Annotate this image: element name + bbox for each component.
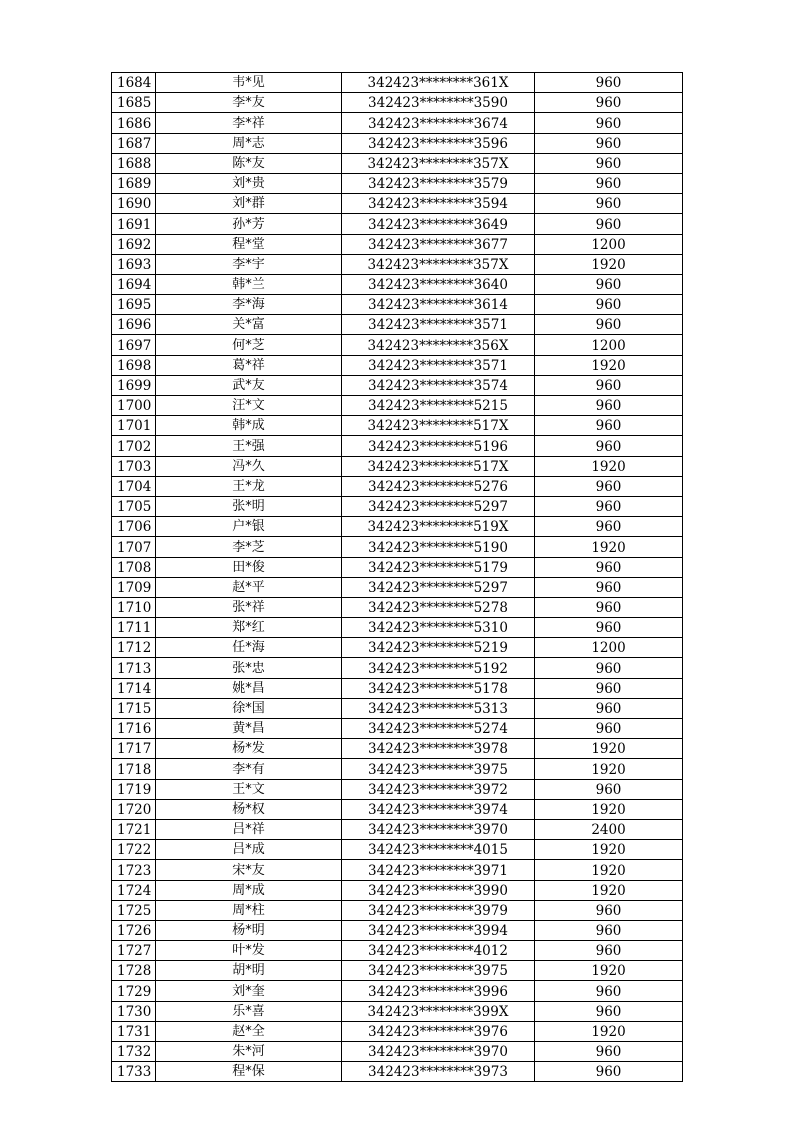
id-number-cell: 342423********3594 [342, 194, 535, 214]
id-number-cell: 342423********5190 [342, 537, 535, 557]
name-cell: 胡*明 [156, 961, 342, 981]
name-cell: 武*友 [156, 375, 342, 395]
row-number-cell: 1732 [112, 1042, 156, 1062]
amount-cell: 960 [535, 93, 683, 113]
table-row [112, 698, 683, 718]
name-cell: 陈*友 [156, 153, 342, 173]
table-row [112, 638, 683, 658]
id-number-cell: 342423********3614 [342, 295, 535, 315]
id-number-cell: 342423********356X [342, 335, 535, 355]
name-cell: 关*富 [156, 315, 342, 335]
table-row [112, 436, 683, 456]
name-cell: 李*有 [156, 759, 342, 779]
row-number-cell: 1688 [112, 153, 156, 173]
table-row [112, 173, 683, 193]
id-number-cell: 342423********3975 [342, 961, 535, 981]
name-cell: 冯*久 [156, 456, 342, 476]
id-number-cell: 342423********3979 [342, 900, 535, 920]
name-cell: 王*强 [156, 436, 342, 456]
amount-cell: 1920 [535, 880, 683, 900]
row-number-cell: 1695 [112, 295, 156, 315]
amount-cell: 960 [535, 1042, 683, 1062]
amount-cell: 960 [535, 698, 683, 718]
row-number-cell: 1692 [112, 234, 156, 254]
row-number-cell: 1691 [112, 214, 156, 234]
table-row [112, 840, 683, 860]
name-cell: 张*明 [156, 496, 342, 516]
row-number-cell: 1718 [112, 759, 156, 779]
row-number-cell: 1730 [112, 1001, 156, 1021]
table-row [112, 456, 683, 476]
table-row [112, 961, 683, 981]
amount-cell: 960 [535, 295, 683, 315]
amount-cell: 960 [535, 678, 683, 698]
table-row [112, 618, 683, 638]
row-number-cell: 1711 [112, 618, 156, 638]
row-number-cell: 1716 [112, 719, 156, 739]
id-number-cell: 342423********5178 [342, 678, 535, 698]
amount-cell: 1200 [535, 335, 683, 355]
row-number-cell: 1707 [112, 537, 156, 557]
id-number-cell: 342423********3994 [342, 920, 535, 940]
id-number-cell: 342423********3973 [342, 1062, 535, 1082]
name-cell: 韦*见 [156, 73, 342, 93]
row-number-cell: 1706 [112, 517, 156, 537]
name-cell: 周*柱 [156, 900, 342, 920]
amount-cell: 960 [535, 194, 683, 214]
row-number-cell: 1733 [112, 1062, 156, 1082]
table-row [112, 1021, 683, 1041]
row-number-cell: 1698 [112, 355, 156, 375]
id-number-cell: 342423********3971 [342, 860, 535, 880]
row-number-cell: 1697 [112, 335, 156, 355]
table-row [112, 860, 683, 880]
row-number-cell: 1720 [112, 799, 156, 819]
table-row [112, 153, 683, 173]
row-number-cell: 1722 [112, 840, 156, 860]
table-row [112, 719, 683, 739]
row-number-cell: 1686 [112, 113, 156, 133]
amount-cell: 960 [535, 274, 683, 294]
row-number-cell: 1721 [112, 819, 156, 839]
amount-cell: 960 [535, 577, 683, 597]
row-number-cell: 1725 [112, 900, 156, 920]
row-number-cell: 1717 [112, 739, 156, 759]
id-number-cell: 342423********5297 [342, 577, 535, 597]
amount-cell: 960 [535, 941, 683, 961]
row-number-cell: 1714 [112, 678, 156, 698]
table-row [112, 113, 683, 133]
name-cell: 田*俊 [156, 557, 342, 577]
name-cell: 刘*奎 [156, 981, 342, 1001]
id-number-cell: 342423********3640 [342, 274, 535, 294]
id-number-cell: 342423********5219 [342, 638, 535, 658]
table-row [112, 759, 683, 779]
name-cell: 李*芝 [156, 537, 342, 557]
row-number-cell: 1728 [112, 961, 156, 981]
row-number-cell: 1687 [112, 133, 156, 153]
row-number-cell: 1705 [112, 496, 156, 516]
row-number-cell: 1684 [112, 73, 156, 93]
name-cell: 何*芝 [156, 335, 342, 355]
name-cell: 户*银 [156, 517, 342, 537]
name-cell: 周*志 [156, 133, 342, 153]
amount-cell: 1920 [535, 860, 683, 880]
roster-table-body [112, 73, 683, 1082]
table-row [112, 214, 683, 234]
amount-cell: 1920 [535, 759, 683, 779]
table-row [112, 355, 683, 375]
name-cell: 王*龙 [156, 476, 342, 496]
amount-cell: 960 [535, 416, 683, 436]
row-number-cell: 1715 [112, 698, 156, 718]
table-row [112, 799, 683, 819]
row-number-cell: 1723 [112, 860, 156, 880]
amount-cell: 2400 [535, 819, 683, 839]
row-number-cell: 1731 [112, 1021, 156, 1041]
table-row [112, 658, 683, 678]
table-row [112, 1062, 683, 1082]
amount-cell: 960 [535, 597, 683, 617]
table-row [112, 739, 683, 759]
row-number-cell: 1708 [112, 557, 156, 577]
id-number-cell: 342423********3996 [342, 981, 535, 1001]
amount-cell: 960 [535, 496, 683, 516]
amount-cell: 960 [535, 436, 683, 456]
amount-cell: 1920 [535, 739, 683, 759]
row-number-cell: 1709 [112, 577, 156, 597]
name-cell: 葛*祥 [156, 355, 342, 375]
amount-cell: 960 [535, 73, 683, 93]
amount-cell: 1920 [535, 1021, 683, 1041]
table-row [112, 537, 683, 557]
id-number-cell: 342423********399X [342, 1001, 535, 1021]
table-row [112, 335, 683, 355]
id-number-cell: 342423********357X [342, 254, 535, 274]
row-number-cell: 1703 [112, 456, 156, 476]
name-cell: 赵*平 [156, 577, 342, 597]
table-row [112, 73, 683, 93]
table-row [112, 295, 683, 315]
id-number-cell: 342423********3571 [342, 355, 535, 375]
id-number-cell: 342423********5278 [342, 597, 535, 617]
name-cell: 李*宇 [156, 254, 342, 274]
table-row [112, 981, 683, 1001]
name-cell: 韩*成 [156, 416, 342, 436]
table-row [112, 880, 683, 900]
table-row [112, 900, 683, 920]
row-number-cell: 1729 [112, 981, 156, 1001]
id-number-cell: 342423********3574 [342, 375, 535, 395]
table-row [112, 194, 683, 214]
name-cell: 程*堂 [156, 234, 342, 254]
amount-cell: 960 [535, 658, 683, 678]
table-row [112, 315, 683, 335]
row-number-cell: 1726 [112, 920, 156, 940]
amount-cell: 960 [535, 1062, 683, 1082]
table-row [112, 779, 683, 799]
id-number-cell: 342423********3677 [342, 234, 535, 254]
amount-cell: 1200 [535, 638, 683, 658]
row-number-cell: 1700 [112, 396, 156, 416]
amount-cell: 960 [535, 517, 683, 537]
id-number-cell: 342423********5310 [342, 618, 535, 638]
row-number-cell: 1727 [112, 941, 156, 961]
row-number-cell: 1713 [112, 658, 156, 678]
name-cell: 刘*群 [156, 194, 342, 214]
amount-cell: 960 [535, 981, 683, 1001]
amount-cell: 1920 [535, 355, 683, 375]
row-number-cell: 1696 [112, 315, 156, 335]
amount-cell: 1920 [535, 799, 683, 819]
id-number-cell: 342423********5297 [342, 496, 535, 516]
id-number-cell: 342423********517X [342, 456, 535, 476]
table-row [112, 375, 683, 395]
name-cell: 黄*昌 [156, 719, 342, 739]
id-number-cell: 342423********4015 [342, 840, 535, 860]
name-cell: 姚*昌 [156, 678, 342, 698]
id-number-cell: 342423********3649 [342, 214, 535, 234]
amount-cell: 960 [535, 618, 683, 638]
table-row [112, 517, 683, 537]
table-row [112, 920, 683, 940]
id-number-cell: 342423********5215 [342, 396, 535, 416]
amount-cell: 960 [535, 173, 683, 193]
amount-cell: 960 [535, 476, 683, 496]
name-cell: 张*忠 [156, 658, 342, 678]
row-number-cell: 1702 [112, 436, 156, 456]
amount-cell: 960 [535, 153, 683, 173]
id-number-cell: 342423********3976 [342, 1021, 535, 1041]
id-number-cell: 342423********4012 [342, 941, 535, 961]
roster-table [111, 72, 683, 1082]
name-cell: 乐*喜 [156, 1001, 342, 1021]
table-row [112, 819, 683, 839]
table-row [112, 476, 683, 496]
table-row [112, 577, 683, 597]
name-cell: 程*保 [156, 1062, 342, 1082]
name-cell: 王*文 [156, 779, 342, 799]
row-number-cell: 1693 [112, 254, 156, 274]
row-number-cell: 1699 [112, 375, 156, 395]
name-cell: 李*海 [156, 295, 342, 315]
name-cell: 孙*芳 [156, 214, 342, 234]
table-row [112, 416, 683, 436]
table-row [112, 597, 683, 617]
row-number-cell: 1701 [112, 416, 156, 436]
name-cell: 刘*贵 [156, 173, 342, 193]
row-number-cell: 1689 [112, 173, 156, 193]
id-number-cell: 342423********3978 [342, 739, 535, 759]
id-number-cell: 342423********357X [342, 153, 535, 173]
table-row [112, 396, 683, 416]
row-number-cell: 1712 [112, 638, 156, 658]
amount-cell: 960 [535, 719, 683, 739]
id-number-cell: 342423********3970 [342, 819, 535, 839]
id-number-cell: 342423********5313 [342, 698, 535, 718]
id-number-cell: 342423********3590 [342, 93, 535, 113]
row-number-cell: 1724 [112, 880, 156, 900]
name-cell: 叶*发 [156, 941, 342, 961]
name-cell: 杨*权 [156, 799, 342, 819]
name-cell: 杨*明 [156, 920, 342, 940]
name-cell: 张*祥 [156, 597, 342, 617]
row-number-cell: 1694 [112, 274, 156, 294]
table-row [112, 93, 683, 113]
id-number-cell: 342423********5179 [342, 557, 535, 577]
id-number-cell: 342423********519X [342, 517, 535, 537]
table-row [112, 678, 683, 698]
amount-cell: 960 [535, 1001, 683, 1021]
id-number-cell: 342423********361X [342, 73, 535, 93]
name-cell: 赵*全 [156, 1021, 342, 1041]
id-number-cell: 342423********3571 [342, 315, 535, 335]
table-row [112, 557, 683, 577]
amount-cell: 1920 [535, 840, 683, 860]
amount-cell: 960 [535, 396, 683, 416]
id-number-cell: 342423********5192 [342, 658, 535, 678]
table-row [112, 274, 683, 294]
name-cell: 吕*成 [156, 840, 342, 860]
table-row [112, 133, 683, 153]
id-number-cell: 342423********3596 [342, 133, 535, 153]
name-cell: 宋*友 [156, 860, 342, 880]
id-number-cell: 342423********5196 [342, 436, 535, 456]
amount-cell: 960 [535, 113, 683, 133]
amount-cell: 960 [535, 779, 683, 799]
amount-cell: 1920 [535, 537, 683, 557]
name-cell: 汪*文 [156, 396, 342, 416]
name-cell: 任*海 [156, 638, 342, 658]
id-number-cell: 342423********3972 [342, 779, 535, 799]
table-row [112, 1042, 683, 1062]
table-row [112, 496, 683, 516]
table-row [112, 941, 683, 961]
id-number-cell: 342423********3579 [342, 173, 535, 193]
row-number-cell: 1704 [112, 476, 156, 496]
amount-cell: 1200 [535, 234, 683, 254]
name-cell: 吕*祥 [156, 819, 342, 839]
amount-cell: 1920 [535, 961, 683, 981]
amount-cell: 960 [535, 375, 683, 395]
name-cell: 周*成 [156, 880, 342, 900]
row-number-cell: 1690 [112, 194, 156, 214]
amount-cell: 1920 [535, 456, 683, 476]
id-number-cell: 342423********3674 [342, 113, 535, 133]
name-cell: 韩*兰 [156, 274, 342, 294]
id-number-cell: 342423********5276 [342, 476, 535, 496]
name-cell: 徐*国 [156, 698, 342, 718]
id-number-cell: 342423********3975 [342, 759, 535, 779]
name-cell: 郑*红 [156, 618, 342, 638]
amount-cell: 960 [535, 133, 683, 153]
id-number-cell: 342423********5274 [342, 719, 535, 739]
id-number-cell: 342423********3990 [342, 880, 535, 900]
amount-cell: 960 [535, 214, 683, 234]
amount-cell: 960 [535, 920, 683, 940]
row-number-cell: 1685 [112, 93, 156, 113]
id-number-cell: 342423********3970 [342, 1042, 535, 1062]
table-row [112, 254, 683, 274]
row-number-cell: 1710 [112, 597, 156, 617]
amount-cell: 960 [535, 900, 683, 920]
name-cell: 朱*河 [156, 1042, 342, 1062]
table-row [112, 1001, 683, 1021]
name-cell: 杨*发 [156, 739, 342, 759]
amount-cell: 960 [535, 315, 683, 335]
table-row [112, 234, 683, 254]
name-cell: 李*友 [156, 93, 342, 113]
amount-cell: 1920 [535, 254, 683, 274]
row-number-cell: 1719 [112, 779, 156, 799]
name-cell: 李*祥 [156, 113, 342, 133]
id-number-cell: 342423********517X [342, 416, 535, 436]
amount-cell: 960 [535, 557, 683, 577]
id-number-cell: 342423********3974 [342, 799, 535, 819]
